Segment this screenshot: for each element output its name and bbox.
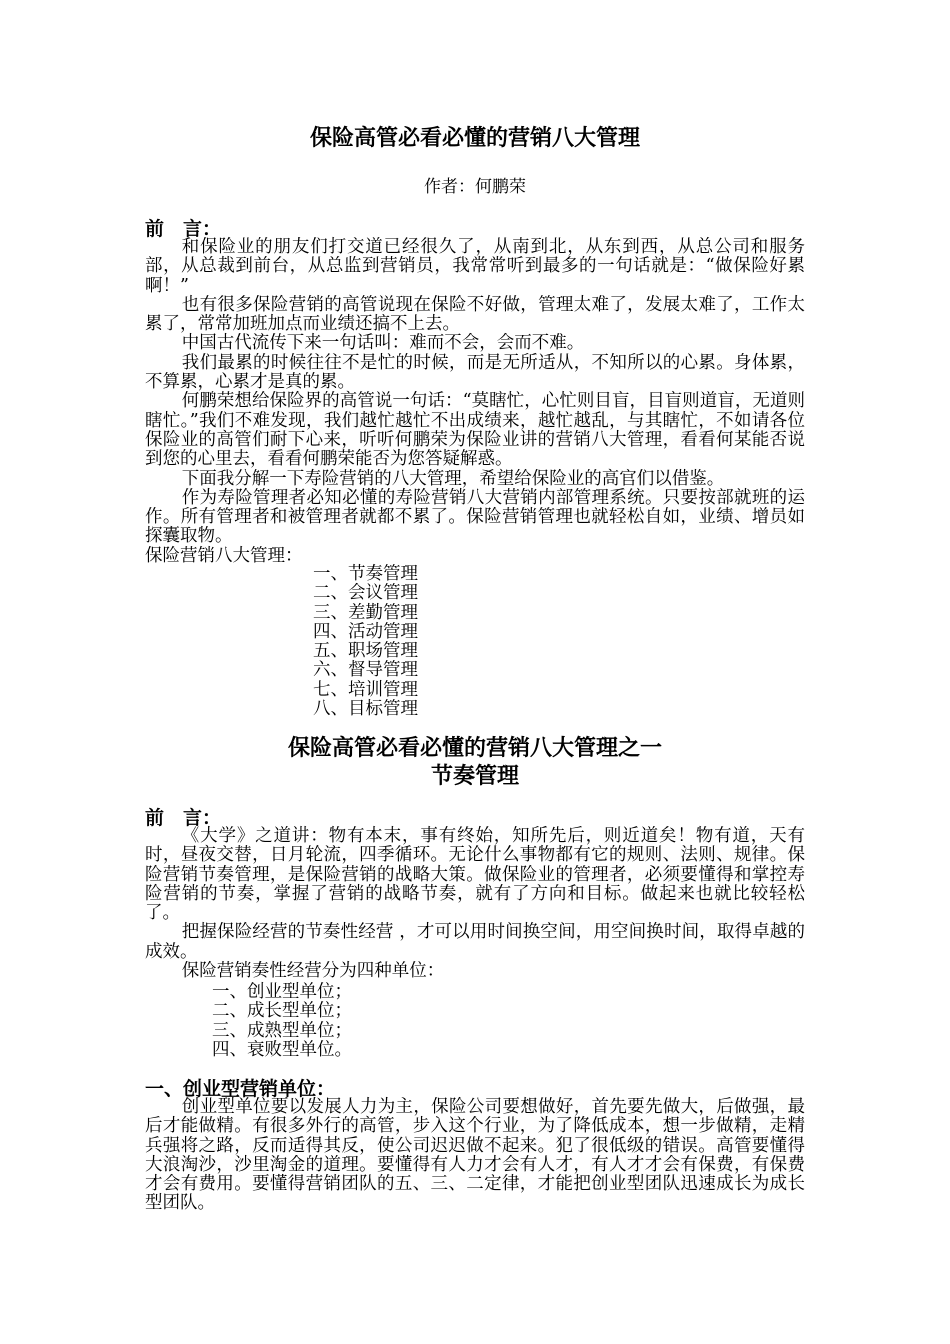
section-title: 保险高管必看必懂的营销八大管理之一 <box>287 736 662 761</box>
subsection-heading: 一、创业型营销单位： <box>145 1078 336 1100</box>
preface-paragraph: 我们最累的时候往往不是忙的时候，而是无所适从，不知所以的心累。身体累，不算累，心累才是真的累。 <box>145 352 805 393</box>
list-item: 八、目标管理 <box>313 699 418 720</box>
preface-paragraph: 也有很多保险营销的高管说现在保险不好做，管理太难了，发展太难了，工作太累了，常常加班加点而业绩还搞不上去。 <box>145 294 805 335</box>
list-item: 三、成熟型单位； <box>212 1020 352 1041</box>
section-paragraph: 保险营销奏性经营分为四种单位： <box>181 961 445 982</box>
list-item: 二、成长型单位； <box>212 1001 352 1022</box>
subsection-body <box>145 1098 805 1214</box>
document-title: 保险高管必看必懂的营销八大管理 <box>309 126 640 151</box>
list-item: 五、职场管理 <box>313 641 418 662</box>
preface-paragraph: 中国古代流传下来一句话叫：难而不会，会而不难。 <box>181 333 585 354</box>
subsection-paragraph: 创业型单位要以发展人力为主，保险公司要想做好，首先要先做大，后做强，最后才能做精。有很多外行的高管，步入这个行业，为了降低成本，想一步做精，走精兵强将之路，反而适得其反，使公司迟迟做不起来。犯了很低级的错误。高管要懂得大浪淘沙，沙里淘金的道理。要懂得有人力才会有人才，有人才才会有保费，有保费才会有费用。要懂得营销团队的五、三、二定律，才能把创业型团队迅速成长为成长型团队。 <box>145 1097 805 1214</box>
preface-paragraph: 下面我分解一下寿险营销的八大管理，希望给保险业的高官们以借鉴。 <box>181 468 725 489</box>
section-paragraph: 把握保险经营的节奏性经营 ，才可以用时间换空间，用空间换时间，取得卓越的成效。 <box>145 922 805 962</box>
unit-type-list <box>212 983 352 1060</box>
section-preface-body <box>145 827 805 981</box>
section-preface-heading: 前 言： <box>145 807 222 829</box>
preface-paragraph: 作为寿险管理者必知必懂的寿险营销八大营销内部管理系统。只要按部就班的运作。所有管理者和被管理者就都不累了。保险营销管理也就轻松自如，业绩、增员如探囊取物。 <box>145 487 805 547</box>
list-item: 七、培训管理 <box>313 679 418 700</box>
section-paragraph: 《大学》之道讲：物有本末，事有终始，知所先后，则近道矣！物有道，天有时，昼夜交替，日月轮流，四季循环。无论什么事物都有它的规则、法则、规律。保险营销节奏管理，是保险营销的战略大策。做保险业的管理者，必须要懂得和掌控寿险营销的节奏，掌握了营销的战略节奏，就有了方向和目标。做起来也就比较轻松了。 <box>145 826 805 924</box>
list-item: 一、节奏管理 <box>313 564 418 584</box>
list-item: 四、活动管理 <box>313 621 418 642</box>
list-item: 一、创业型单位； <box>212 982 352 1002</box>
section-subtitle: 节奏管理 <box>430 764 519 789</box>
author-line: 作者：何鹏荣 <box>424 177 526 197</box>
preface-heading: 前 言： <box>145 218 222 240</box>
preface-body <box>145 238 805 566</box>
list-intro: 保险营销八大管理： <box>145 545 303 566</box>
preface-paragraph: 何鹏荣想给保险界的高管说一句话：“莫瞎忙，心忙则目盲，目盲则道盲，无道则瞎忙。”我们不难发现，我们越忙越忙不出成绩来，越忙越乱，与其瞎忙，不如请各位保险业的高管们耐下心来，听听何鹏荣为保险业讲的营销八大管理，看看何某能否说到您的心里去，看看何鹏荣能否为您答疑解惑。 <box>145 391 805 470</box>
list-item: 三、差勤管理 <box>313 602 418 623</box>
preface-paragraph: 和保险业的朋友们打交道已经很久了，从南到北，从东到西，从总公司和服务部，从总裁到前台，从总监到营销员，我常常听到最多的一句话就是：“做保险好累啊！” <box>145 237 805 296</box>
list-item: 六、督导管理 <box>313 660 418 681</box>
list-item: 四、衰败型单位。 <box>212 1039 352 1060</box>
eight-management-list <box>313 565 418 719</box>
list-item: 二、会议管理 <box>313 583 418 604</box>
